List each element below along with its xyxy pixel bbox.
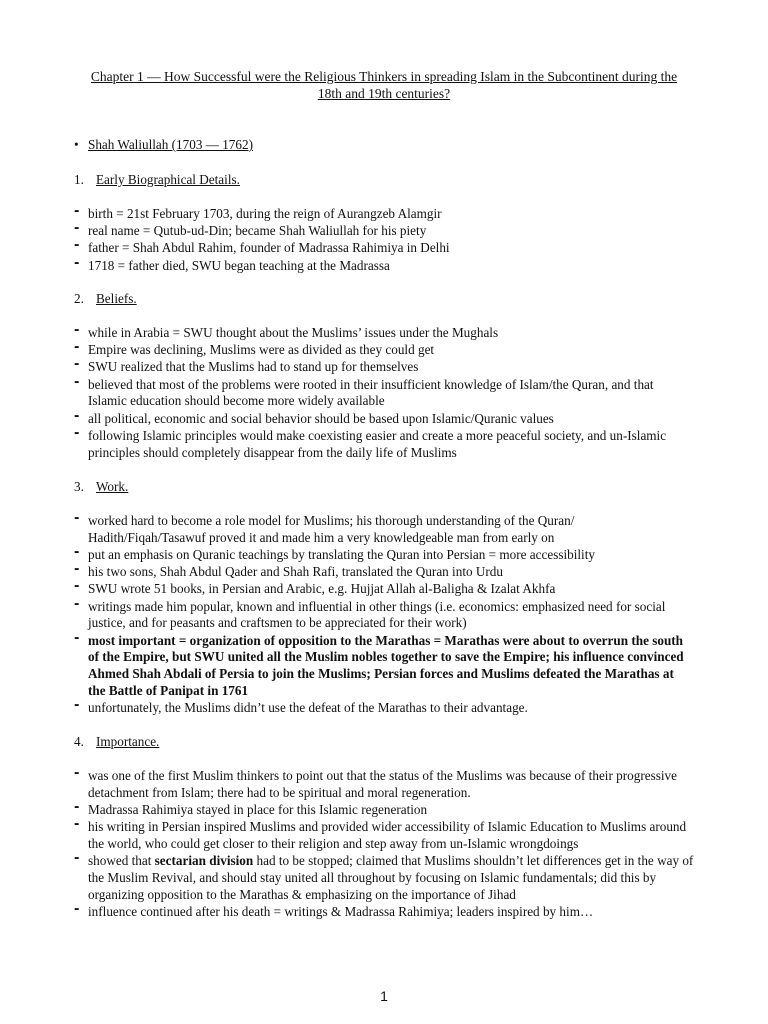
list-item: - writings made him popular, known and influential in other things (i.e. economics: emphasized need for social justice, and for peasants and craftsmen to be appreciated for their work) <box>74 599 694 633</box>
list-item: - following Islamic principles would make coexisting easier and create a more peaceful society, and un-Islamic principles should completely disappear from the daily life of Muslims <box>74 428 694 462</box>
list-item: - all political, economic and social behavior should be based upon Islamic/Quranic values <box>74 411 694 428</box>
emphasis-text: sectarian division <box>154 853 254 869</box>
biographical-details-list <box>74 206 694 275</box>
section-heading-text: Work. <box>96 479 129 494</box>
importance-list <box>74 768 694 921</box>
section-number: 1. <box>74 172 84 187</box>
list-item: - put an emphasis on Quranic teachings by translating the Quran into Persian = more accessibility <box>74 547 694 564</box>
section-heading-text: Beliefs. <box>96 291 137 306</box>
list-item: - SWU realized that the Muslims had to stand up for themselves <box>74 359 694 376</box>
work-list <box>74 513 694 717</box>
section-heading-early-biographical-details <box>74 172 240 189</box>
section-number: 3. <box>74 479 84 494</box>
list-item: - was one of the first Muslim thinkers to point out that the status of the Muslims was because of their progressive detachment from Islam; there had to be spiritual and moral regeneration. <box>74 768 694 802</box>
section-heading-work <box>74 479 128 496</box>
beliefs-list <box>74 325 694 462</box>
main-bullet-text: Shah Waliullah (1703 — 1762) <box>88 137 253 152</box>
section-heading-text: Importance. <box>96 734 160 749</box>
bullet-icon: • <box>74 137 79 152</box>
list-item: - real name = Qutub-ud-Din; became Shah Waliullah for his piety <box>74 223 694 240</box>
list-item-highlight: - most important = organization of opposition to the Marathas = Marathas were about to overrun the south of the Empire, but SWU united all the Muslim nobles together to save the Empire; his influence convinced Ahmed Shah Abdali of Persia to join the Muslims; Persian forces and Muslims defeated the Marathas at the Battle of Panipat in 1761 <box>74 633 694 700</box>
section-heading-importance <box>74 734 159 751</box>
list-item: - influence continued after his death = writings & Madrassa Rahimiya; leaders inspired by him… <box>74 904 694 921</box>
list-item: - birth = 21st February 1703, during the reign of Aurangzeb Alamgir <box>74 206 694 223</box>
section-number: 4. <box>74 734 84 749</box>
list-item: - his two sons, Shah Abdul Qader and Shah Rafi, translated the Quran into Urdu <box>74 564 694 581</box>
list-item: - his writing in Persian inspired Muslims and provided wider accessibility of Islamic Education to Muslims around the world, who could get closer to their religion and step away from un-Islamic wrongdoings <box>74 819 694 853</box>
list-item: - 1718 = father died, SWU began teaching at the Madrassa <box>74 258 694 275</box>
page-number: 1 <box>380 988 388 1004</box>
section-heading-beliefs <box>74 291 137 308</box>
list-item: - believed that most of the problems were rooted in their insufficient knowledge of Islam/the Quran, and that Islamic education should become more widely available <box>74 377 694 411</box>
list-item: - Madrassa Rahimiya stayed in place for this Islamic regeneration <box>74 802 694 819</box>
list-item: - Empire was declining, Muslims were as divided as they could get <box>74 342 694 359</box>
list-item-text: had to be stopped; claimed that Muslims shouldn’t let differences get in the way of the Muslim Revival, and should stay united all throughout by focusing on Islamic fundamentals; did this by organizing opposition to the Marathas & emphasizing on the importance of Jihad <box>88 853 694 902</box>
main-bullet <box>74 137 253 154</box>
list-item-text: showed that <box>88 853 155 869</box>
section-number: 2. <box>74 291 84 306</box>
list-item: - while in Arabia = SWU thought about the Muslims’ issues under the Mughals <box>74 325 694 342</box>
list-item: - father = Shah Abdul Rahim, founder of Madrassa Rahimiya in Delhi <box>74 240 694 257</box>
section-heading-text: Early Biographical Details. <box>96 172 240 187</box>
list-item-sectarian <box>74 853 694 903</box>
chapter-title: Chapter 1 — How Successful were the Religious Thinkers in spreading Islam in the Subcontinent during the 18th and 19th centuries? <box>90 69 678 101</box>
list-item: - unfortunately, the Muslims didn’t use the defeat of the Marathas to their advantage. <box>74 700 694 717</box>
list-item: - worked hard to become a role model for Muslims; his thorough understanding of the Quran/ Hadith/Fiqah/Tasawuf proved it and made him a very knowledgeable man from early on <box>74 513 694 547</box>
list-item: - SWU wrote 51 books, in Persian and Arabic, e.g. Hujjat Allah al-Baligha & Izalat Akhfa <box>74 581 694 598</box>
